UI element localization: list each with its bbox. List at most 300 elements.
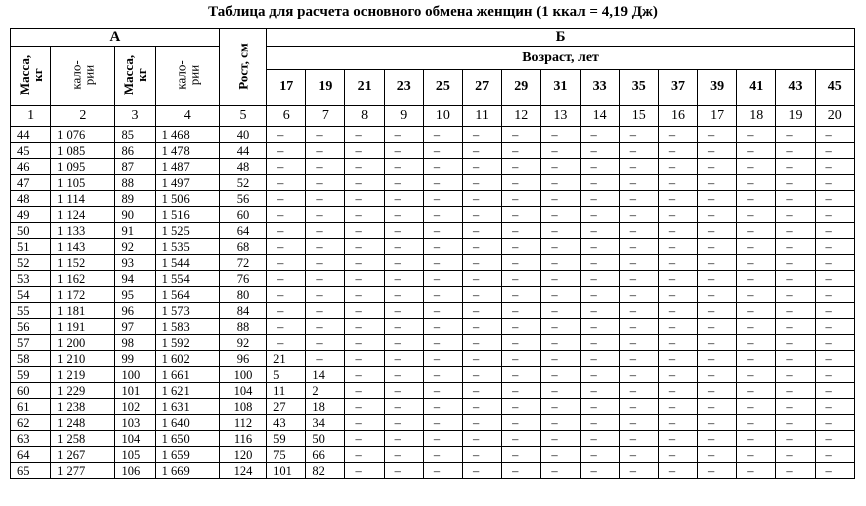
table-cell: – — [306, 335, 345, 351]
table-cell: 94 — [115, 271, 155, 287]
table-cell: – — [815, 383, 854, 399]
column-number-cell: 18 — [737, 106, 776, 127]
table-cell: – — [463, 399, 502, 415]
table-row — [11, 335, 855, 351]
table-cell: – — [345, 255, 384, 271]
table-cell: – — [423, 239, 462, 255]
age-header: Возраст, лет — [267, 47, 855, 70]
table-cell: 58 — [11, 351, 51, 367]
table-cell: – — [345, 335, 384, 351]
table-cell: – — [384, 399, 423, 415]
table-row — [11, 287, 855, 303]
table-cell: – — [776, 399, 815, 415]
table-cell: – — [306, 191, 345, 207]
table-cell: – — [815, 191, 854, 207]
table-cell: 64 — [219, 223, 266, 239]
table-cell: – — [306, 351, 345, 367]
table-cell: – — [384, 127, 423, 143]
table-cell: – — [345, 463, 384, 479]
table-cell: – — [776, 351, 815, 367]
table-cell: – — [580, 271, 619, 287]
table-cell: – — [580, 287, 619, 303]
table-cell: – — [698, 463, 737, 479]
table-cell: – — [698, 143, 737, 159]
table-cell: 1 497 — [155, 175, 219, 191]
table-cell: – — [306, 175, 345, 191]
table-cell: 1 258 — [51, 431, 115, 447]
table-cell: – — [658, 351, 697, 367]
height-column-header: Рост, см — [219, 29, 266, 106]
table-cell: – — [737, 223, 776, 239]
table-cell: – — [306, 143, 345, 159]
table-cell: – — [658, 191, 697, 207]
table-cell: – — [267, 207, 306, 223]
table-cell: 89 — [115, 191, 155, 207]
table-cell: – — [658, 335, 697, 351]
column-number-cell: 6 — [267, 106, 306, 127]
table-cell: – — [658, 223, 697, 239]
age-header-cell: 17 — [267, 69, 306, 105]
table-cell: 56 — [219, 191, 266, 207]
table-cell: – — [384, 319, 423, 335]
table-cell: – — [619, 447, 658, 463]
table-cell: 1 162 — [51, 271, 115, 287]
table-row — [11, 271, 855, 287]
table-cell: 1 210 — [51, 351, 115, 367]
table-cell: – — [502, 383, 541, 399]
table-cell: – — [463, 431, 502, 447]
table-cell: – — [776, 143, 815, 159]
table-cell: – — [345, 415, 384, 431]
table-cell: – — [345, 127, 384, 143]
table-cell: 88 — [219, 319, 266, 335]
table-cell: – — [776, 239, 815, 255]
table-cell: – — [463, 159, 502, 175]
table-cell: – — [541, 143, 580, 159]
table-cell: – — [423, 463, 462, 479]
table-cell: – — [541, 287, 580, 303]
table-cell: – — [580, 335, 619, 351]
table-cell: – — [776, 223, 815, 239]
table-cell: – — [698, 367, 737, 383]
table-cell: – — [658, 367, 697, 383]
table-cell: – — [658, 255, 697, 271]
table-cell: – — [267, 271, 306, 287]
table-cell: – — [306, 303, 345, 319]
table-cell: 101 — [115, 383, 155, 399]
column-number-cell: 12 — [502, 106, 541, 127]
table-cell: – — [815, 255, 854, 271]
table-cell: – — [619, 399, 658, 415]
table-cell: – — [619, 287, 658, 303]
table-cell: – — [306, 255, 345, 271]
table-cell: – — [345, 399, 384, 415]
table-cell: 51 — [11, 239, 51, 255]
table-cell: 1 133 — [51, 223, 115, 239]
table-cell: 1 076 — [51, 127, 115, 143]
table-cell: – — [502, 191, 541, 207]
table-cell: – — [619, 351, 658, 367]
calories-column-header-2: кало- рии — [155, 47, 219, 106]
column-number-cell: 9 — [384, 106, 423, 127]
table-row — [11, 383, 855, 399]
table-cell: – — [423, 159, 462, 175]
table-cell: 60 — [219, 207, 266, 223]
table-cell: – — [306, 271, 345, 287]
table-cell: – — [384, 207, 423, 223]
table-cell: 45 — [11, 143, 51, 159]
table-cell: 1 554 — [155, 271, 219, 287]
table-cell: – — [658, 159, 697, 175]
age-header-cell: 33 — [580, 69, 619, 105]
table-cell: – — [502, 223, 541, 239]
table-cell: – — [423, 207, 462, 223]
table-cell: – — [384, 431, 423, 447]
table-cell: – — [384, 143, 423, 159]
table-cell: – — [423, 175, 462, 191]
table-cell: 47 — [11, 175, 51, 191]
table-cell: 85 — [115, 127, 155, 143]
age-header-cell: 25 — [423, 69, 462, 105]
table-cell: – — [698, 399, 737, 415]
table-cell: – — [619, 255, 658, 271]
table-cell: 1 544 — [155, 255, 219, 271]
table-cell: – — [423, 415, 462, 431]
table-cell: – — [776, 319, 815, 335]
table-cell: – — [698, 239, 737, 255]
table-cell: – — [345, 207, 384, 223]
table-cell: – — [658, 175, 697, 191]
table-cell: – — [267, 223, 306, 239]
table-cell: – — [776, 383, 815, 399]
table-cell: – — [267, 159, 306, 175]
table-row — [11, 223, 855, 239]
table-cell: 76 — [219, 271, 266, 287]
table-cell: – — [737, 319, 776, 335]
table-cell: – — [463, 351, 502, 367]
table-cell: 1 191 — [51, 319, 115, 335]
table-row — [11, 415, 855, 431]
table-cell: – — [541, 447, 580, 463]
table-cell: – — [580, 367, 619, 383]
table-cell: – — [580, 399, 619, 415]
table-cell: – — [463, 287, 502, 303]
table-cell: 57 — [11, 335, 51, 351]
table-cell: – — [698, 191, 737, 207]
table-cell: – — [541, 127, 580, 143]
table-cell: 43 — [267, 415, 306, 431]
table-cell: – — [619, 191, 658, 207]
table-cell: 1 592 — [155, 335, 219, 351]
table-cell: 1 478 — [155, 143, 219, 159]
table-cell: 1 124 — [51, 207, 115, 223]
table-cell: 1 267 — [51, 447, 115, 463]
table-cell: 104 — [219, 383, 266, 399]
table-cell: – — [306, 207, 345, 223]
table-cell: – — [541, 271, 580, 287]
table-cell: 1 516 — [155, 207, 219, 223]
table-row — [11, 255, 855, 271]
table-cell: 50 — [306, 431, 345, 447]
column-number-cell: 3 — [115, 106, 155, 127]
table-cell: – — [306, 287, 345, 303]
table-row — [11, 447, 855, 463]
table-cell: – — [698, 159, 737, 175]
table-cell: – — [737, 383, 776, 399]
table-cell: – — [815, 367, 854, 383]
table-cell: – — [541, 175, 580, 191]
table-cell: – — [423, 223, 462, 239]
table-cell: 48 — [11, 191, 51, 207]
table-cell: – — [580, 223, 619, 239]
table-cell: – — [815, 239, 854, 255]
table-cell: – — [619, 223, 658, 239]
table-cell: 34 — [306, 415, 345, 431]
table-cell: 21 — [267, 351, 306, 367]
table-cell: – — [737, 303, 776, 319]
table-cell: 1 229 — [51, 383, 115, 399]
table-cell: 59 — [11, 367, 51, 383]
column-number-cell: 5 — [219, 106, 266, 127]
table-cell: – — [815, 271, 854, 287]
table-cell: – — [815, 431, 854, 447]
table-cell: 54 — [11, 287, 51, 303]
column-number-cell: 16 — [658, 106, 697, 127]
table-cell: – — [423, 271, 462, 287]
table-row — [11, 399, 855, 415]
table-cell: 84 — [219, 303, 266, 319]
table-cell: – — [698, 303, 737, 319]
table-cell: – — [815, 175, 854, 191]
table-cell: – — [384, 367, 423, 383]
column-number-cell: 7 — [306, 106, 345, 127]
table-cell: 1 200 — [51, 335, 115, 351]
column-number-cell: 17 — [698, 106, 737, 127]
table-cell: 93 — [115, 255, 155, 271]
table-cell: – — [619, 143, 658, 159]
table-cell: – — [267, 287, 306, 303]
table-cell: – — [463, 447, 502, 463]
table-cell: – — [776, 447, 815, 463]
table-cell: – — [776, 271, 815, 287]
mass-column-header-1: Масса, кг — [11, 47, 51, 106]
table-cell: – — [737, 143, 776, 159]
table-cell: – — [267, 175, 306, 191]
table-cell: – — [658, 415, 697, 431]
table-cell: – — [423, 447, 462, 463]
column-number-cell: 8 — [345, 106, 384, 127]
table-cell: 1 248 — [51, 415, 115, 431]
table-cell: – — [658, 431, 697, 447]
table-cell: 90 — [115, 207, 155, 223]
table-cell: – — [776, 255, 815, 271]
table-cell: – — [619, 463, 658, 479]
table-cell: – — [815, 399, 854, 415]
table-cell: – — [502, 175, 541, 191]
table-cell: – — [580, 143, 619, 159]
table-cell: 92 — [219, 335, 266, 351]
table-cell: – — [658, 287, 697, 303]
age-header-cell: 23 — [384, 69, 423, 105]
table-cell: – — [345, 303, 384, 319]
table-cell: 14 — [306, 367, 345, 383]
table-cell: – — [580, 207, 619, 223]
table-cell: 72 — [219, 255, 266, 271]
page-title: Таблица для расчета основного обмена женщин (1 ккал = 4,19 Дж) — [208, 4, 658, 20]
table-cell: – — [541, 415, 580, 431]
table-cell: 92 — [115, 239, 155, 255]
table-cell: 46 — [11, 159, 51, 175]
table-cell: – — [737, 271, 776, 287]
age-header-cell: 31 — [541, 69, 580, 105]
table-cell: 1 219 — [51, 367, 115, 383]
table-cell: – — [345, 175, 384, 191]
table-cell: – — [502, 319, 541, 335]
table-cell: – — [463, 463, 502, 479]
table-cell: – — [502, 287, 541, 303]
table-cell: 91 — [115, 223, 155, 239]
table-cell: – — [423, 303, 462, 319]
age-header-cell: 27 — [463, 69, 502, 105]
table-cell: 100 — [219, 367, 266, 383]
group-b-header: Б — [267, 29, 855, 47]
table-cell: – — [541, 367, 580, 383]
table-cell: – — [619, 207, 658, 223]
table-cell: – — [737, 431, 776, 447]
table-cell: – — [502, 159, 541, 175]
table-cell: – — [619, 367, 658, 383]
table-cell: 96 — [219, 351, 266, 367]
table-cell: – — [619, 127, 658, 143]
table-cell: – — [267, 191, 306, 207]
table-cell: – — [658, 319, 697, 335]
table-cell: – — [384, 255, 423, 271]
table-cell: – — [776, 335, 815, 351]
table-cell: – — [815, 159, 854, 175]
table-cell: – — [815, 319, 854, 335]
table-row — [11, 319, 855, 335]
table-cell: – — [345, 191, 384, 207]
age-header-cell: 29 — [502, 69, 541, 105]
table-cell: – — [463, 207, 502, 223]
column-number-cell: 19 — [776, 106, 815, 127]
table-cell: – — [580, 383, 619, 399]
table-cell: – — [541, 431, 580, 447]
table-cell: 100 — [115, 367, 155, 383]
table-cell: 75 — [267, 447, 306, 463]
table-cell: 112 — [219, 415, 266, 431]
table-cell: – — [658, 383, 697, 399]
table-cell: 49 — [11, 207, 51, 223]
table-row — [11, 175, 855, 191]
table-cell: – — [463, 319, 502, 335]
table-cell: – — [580, 239, 619, 255]
table-cell: 1 602 — [155, 351, 219, 367]
table-cell: 1 659 — [155, 447, 219, 463]
table-cell: – — [619, 175, 658, 191]
table-row — [11, 463, 855, 479]
table-cell: 1 640 — [155, 415, 219, 431]
table-cell: – — [423, 319, 462, 335]
table-cell: – — [737, 175, 776, 191]
table-cell: – — [423, 255, 462, 271]
table-cell: 11 — [267, 383, 306, 399]
table-cell: 103 — [115, 415, 155, 431]
table-cell: – — [698, 175, 737, 191]
table-cell: 52 — [219, 175, 266, 191]
table-cell: 1 535 — [155, 239, 219, 255]
calories-column-header-1: кало- рии — [51, 47, 115, 106]
table-cell: – — [384, 175, 423, 191]
table-cell: – — [502, 431, 541, 447]
table-cell: 60 — [11, 383, 51, 399]
table-cell: – — [384, 239, 423, 255]
table-row — [11, 239, 855, 255]
table-cell: – — [619, 415, 658, 431]
table-cell: 1 621 — [155, 383, 219, 399]
table-cell: – — [815, 223, 854, 239]
table-cell: – — [698, 127, 737, 143]
table-cell: – — [345, 447, 384, 463]
table-cell: – — [776, 303, 815, 319]
table-cell: 65 — [11, 463, 51, 479]
table-cell: 55 — [11, 303, 51, 319]
table-cell: – — [423, 399, 462, 415]
table-cell: – — [463, 367, 502, 383]
table-cell: – — [658, 239, 697, 255]
table-cell: – — [658, 447, 697, 463]
table-cell: – — [345, 159, 384, 175]
table-cell: 108 — [219, 399, 266, 415]
table-cell: – — [267, 143, 306, 159]
table-cell: 63 — [11, 431, 51, 447]
table-cell: 1 085 — [51, 143, 115, 159]
table-row — [11, 127, 855, 143]
table-cell: – — [345, 143, 384, 159]
table-cell: – — [737, 399, 776, 415]
table-cell: – — [502, 367, 541, 383]
table-cell: – — [737, 415, 776, 431]
table-cell: – — [541, 239, 580, 255]
column-number-cell: 11 — [463, 106, 502, 127]
table-cell: – — [658, 399, 697, 415]
table-cell: – — [658, 207, 697, 223]
table-cell: – — [658, 127, 697, 143]
table-cell: – — [384, 303, 423, 319]
table-cell: – — [698, 319, 737, 335]
table-cell: – — [698, 223, 737, 239]
table-cell: – — [384, 351, 423, 367]
table-cell: – — [658, 303, 697, 319]
table-cell: 82 — [306, 463, 345, 479]
table-cell: – — [502, 351, 541, 367]
table-cell: 1 650 — [155, 431, 219, 447]
table-cell: 2 — [306, 383, 345, 399]
table-cell: – — [698, 383, 737, 399]
table-cell: – — [345, 287, 384, 303]
table-cell: – — [384, 335, 423, 351]
table-cell: – — [776, 367, 815, 383]
age-header-cell: 45 — [815, 69, 854, 105]
table-cell: – — [580, 447, 619, 463]
table-cell: 5 — [267, 367, 306, 383]
table-cell: – — [423, 335, 462, 351]
table-cell: – — [384, 223, 423, 239]
table-cell: – — [815, 447, 854, 463]
table-cell: – — [580, 463, 619, 479]
table-cell: – — [502, 399, 541, 415]
table-cell: – — [619, 239, 658, 255]
